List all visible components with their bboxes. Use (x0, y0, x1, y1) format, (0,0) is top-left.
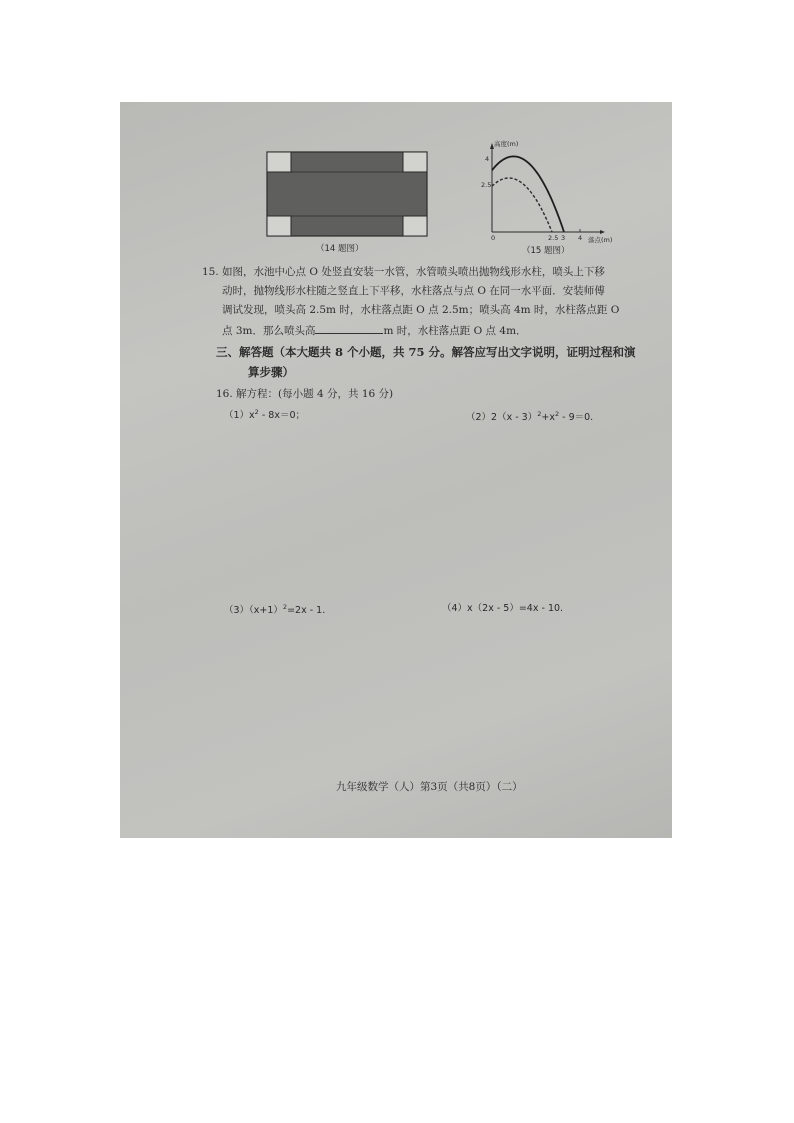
q16-title: 16. 解方程：(每小题 4 分，共 16 分) (216, 388, 394, 400)
q15-line-2: 动时，抛物线形水柱随之竖直上下平移，水柱落点与点 O 在同一水平面．安装师傅 (222, 285, 605, 297)
x-axis-arrow (600, 230, 605, 234)
parabola-4m (492, 156, 564, 232)
y-tick-2-5: 2.5 (481, 181, 492, 189)
q16-part-1 (224, 407, 305, 421)
q16-part-3-exp: 2 (282, 602, 288, 611)
figure-15-graph (476, 138, 616, 244)
origin-label: 0 (491, 234, 496, 242)
figure-14 (266, 148, 430, 238)
q15-answer-blank[interactable] (315, 322, 383, 334)
page-footer: 九年级数学（人）第3页（共8页）（二） (336, 781, 523, 793)
figure-14-drawing (266, 148, 430, 238)
q16-part-3-pre: （3）（x+1） (224, 605, 283, 616)
q15-line-4-prefix: 点 3m．那么喷头高 (222, 325, 316, 337)
q15-line-4-suffix: m 时，水柱落点距 O 点 4m． (383, 325, 527, 337)
x-tick-3: 3 (561, 234, 566, 242)
q15-line-1: 15. 如图，水池中心点 O 处竖直安装一水管，水管喷头喷出抛物线形水柱，喷头上下移 (202, 266, 605, 278)
q16-part-3-post: =2x - 1. (287, 605, 326, 616)
figure-15-caption: （15 题图） (522, 246, 570, 256)
section-3-heading-line-2: 算步骤） (248, 365, 294, 379)
q16-part-2 (466, 409, 593, 423)
q16-part-2-exp-1: 2 (537, 409, 542, 418)
q15-line-4 (222, 322, 527, 338)
q16-part-1-exp: 2 (254, 407, 259, 416)
parabola-2-5m (492, 178, 552, 232)
q16-part-1-post: - 8x＝0； (258, 410, 305, 421)
y-tick-4: 4 (485, 155, 490, 163)
x-tick-4: 4 (578, 234, 583, 242)
q16-part-4: （4）x（2x - 5）=4x - 10. (442, 603, 564, 614)
q16-part-2-mid: +x (541, 412, 555, 423)
q16-part-2-post: - 9＝0. (559, 412, 594, 423)
q15-line-3: 调试发现，喷头高 2.5m 时，水柱落点距 O 点 2.5m；喷头高 4m 时，水柱落点距 O (222, 304, 620, 316)
q16-part-3 (224, 602, 325, 616)
exam-page (120, 102, 672, 838)
q16-part-1-pre: （1）x (224, 410, 255, 421)
x-axis-label: 落点(m) (588, 236, 613, 244)
section-3-heading-line-1: 三、解答题（本大题共 8 个小题，共 75 分。解答应写出文字说明，证明过程和演 (216, 345, 636, 359)
x-tick-2-5: 2.5 (548, 234, 559, 242)
q16-part-2-pre: （2）2（x - 3） (466, 412, 538, 423)
q16-part-2-exp-2: 2 (554, 409, 560, 418)
y-axis-label: 高度(m) (494, 140, 519, 148)
figure-14-caption: （14 题图） (316, 244, 364, 254)
figure-15 (476, 138, 616, 244)
